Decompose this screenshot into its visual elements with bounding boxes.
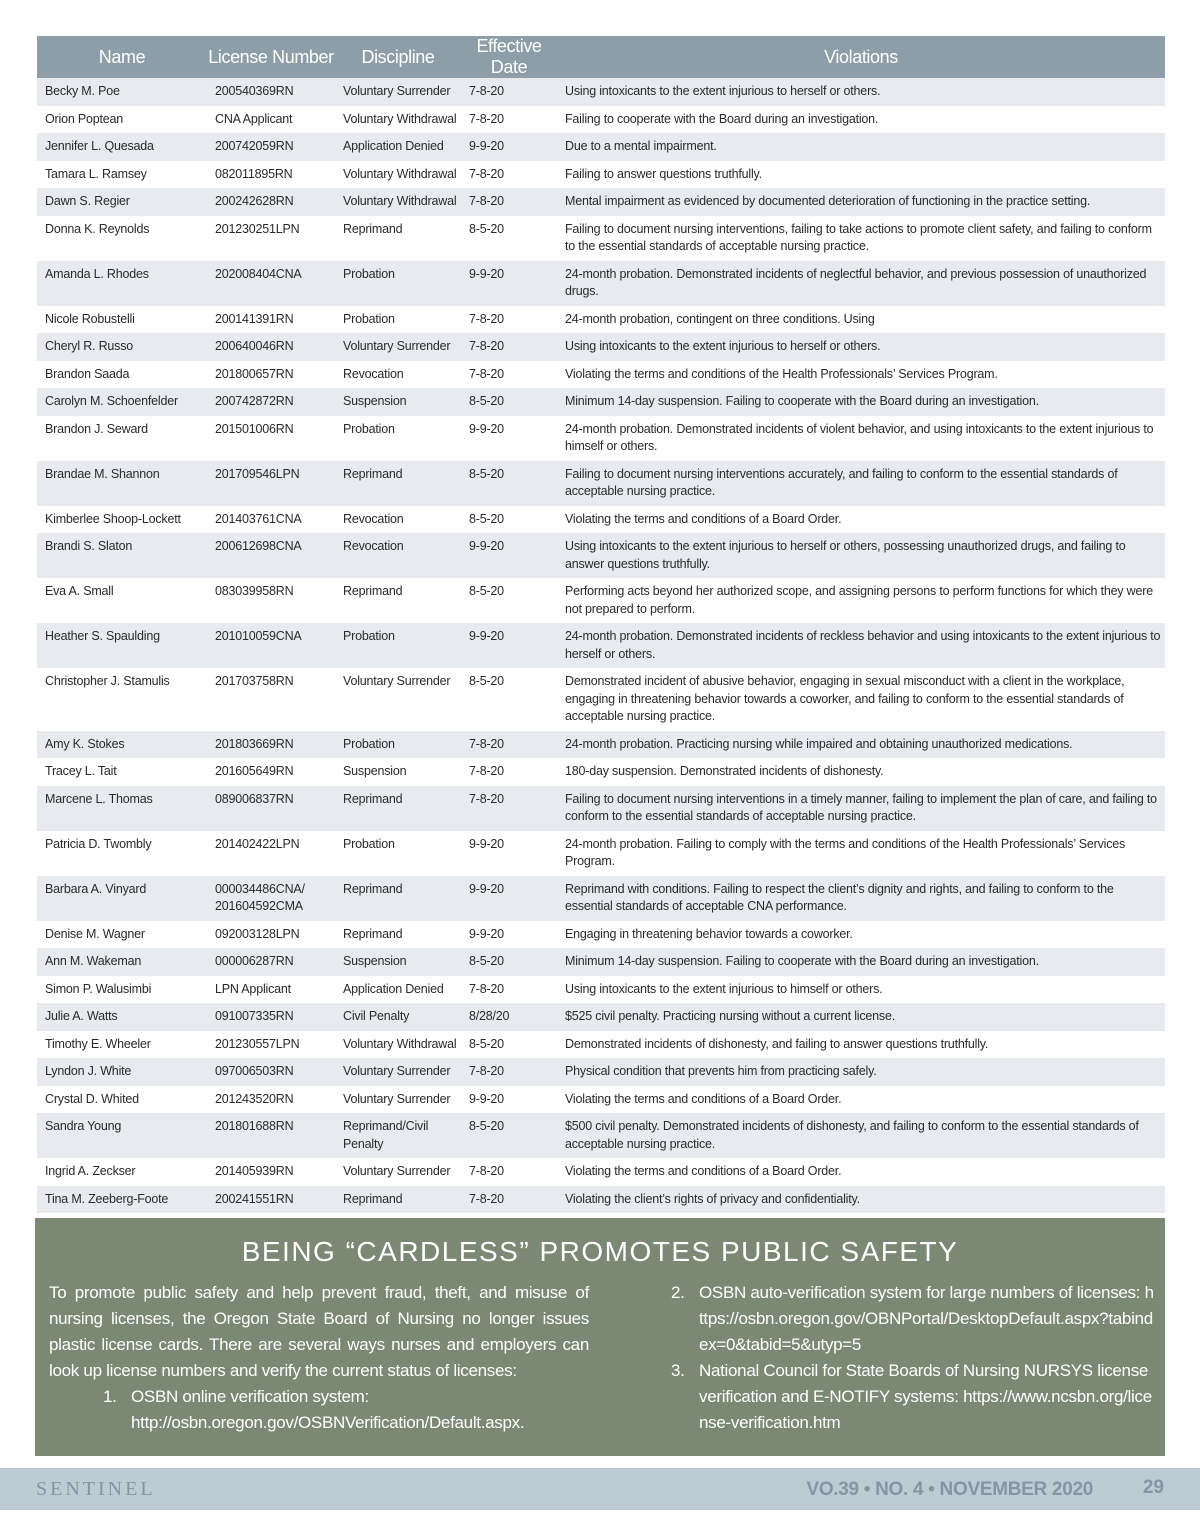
cell-license-number: 201709546LPN bbox=[207, 461, 335, 506]
cell-violations: Violating the terms and conditions of a Board Order. bbox=[557, 1158, 1165, 1186]
cell-violations: Performing acts beyond her authorized scope, and assigning persons to perform functions for which they were not prepared to perform. bbox=[557, 578, 1165, 623]
table-row bbox=[37, 668, 1165, 731]
cell-violations: Using intoxicants to the extent injurious to himself or others. bbox=[557, 976, 1165, 1004]
cell-effective-date: 9-9-20 bbox=[461, 133, 557, 161]
callout-list-right bbox=[665, 1280, 1155, 1436]
table-row bbox=[37, 133, 1165, 161]
cell-violations: 24-month probation. Demonstrated incidents of reckless behavior and using intoxicants to the extent injurious to herself or others. bbox=[557, 623, 1165, 668]
table-row bbox=[37, 1113, 1165, 1158]
cell-license-number: 097006503RN bbox=[207, 1058, 335, 1086]
cell-name: Tina M. Zeeberg-Foote bbox=[37, 1186, 207, 1214]
cell-violations: Reprimand with conditions. Failing to respect the client’s dignity and rights, and failing to conform to the essential standards of acceptable CNA performance. bbox=[557, 876, 1165, 921]
cell-effective-date: 9-9-20 bbox=[461, 1086, 557, 1114]
publication-brand: SENTINEL bbox=[36, 1478, 156, 1500]
table-header-row bbox=[37, 36, 1165, 78]
cell-license-number: 201501006RN bbox=[207, 416, 335, 461]
table-row bbox=[37, 921, 1165, 949]
cell-violations: $500 civil penalty. Demonstrated incidents of dishonesty, and failing to conform to the essential standards of acceptable nursing practice. bbox=[557, 1113, 1165, 1158]
table-row bbox=[37, 731, 1165, 759]
cell-name: Dawn S. Regier bbox=[37, 188, 207, 216]
cell-name: Amanda L. Rhodes bbox=[37, 261, 207, 306]
cell-violations: 24-month probation. Demonstrated incidents of violent behavior, and using intoxicants to the extent injurious to himself or others. bbox=[557, 416, 1165, 461]
cell-discipline: Reprimand bbox=[335, 216, 461, 261]
table-row bbox=[37, 106, 1165, 134]
cell-discipline: Voluntary Surrender bbox=[335, 668, 461, 731]
cell-license-number: 200742059RN bbox=[207, 133, 335, 161]
cell-license-number: 200242628RN bbox=[207, 188, 335, 216]
cell-license-number: 201403761CNA bbox=[207, 506, 335, 534]
cell-license-number: 083039958RN bbox=[207, 578, 335, 623]
page-footer bbox=[0, 1468, 1200, 1510]
cell-name: Marcene L. Thomas bbox=[37, 786, 207, 831]
cell-effective-date: 7-8-20 bbox=[461, 1058, 557, 1086]
cell-effective-date: 9-9-20 bbox=[461, 533, 557, 578]
cell-violations: Mental impairment as evidenced by documented deterioration of functioning in the practice setting. bbox=[557, 188, 1165, 216]
table-row bbox=[37, 461, 1165, 506]
table-row bbox=[37, 1186, 1165, 1214]
table-row bbox=[37, 161, 1165, 189]
cell-name: Denise M. Wagner bbox=[37, 921, 207, 949]
cell-violations: Due to a mental impairment. bbox=[557, 133, 1165, 161]
cell-effective-date: 7-8-20 bbox=[461, 1158, 557, 1186]
cell-license-number: 200540369RN bbox=[207, 78, 335, 106]
cell-violations: Minimum 14-day suspension. Failing to cooperate with the Board during an investigation. bbox=[557, 948, 1165, 976]
list-item-label: OSBN online verification system: bbox=[131, 1387, 369, 1406]
cell-license-number: 201605649RN bbox=[207, 758, 335, 786]
cell-effective-date: 9-9-20 bbox=[461, 623, 557, 668]
cell-name: Christopher J. Stamulis bbox=[37, 668, 207, 731]
cell-name: Ingrid A. Zeckser bbox=[37, 1158, 207, 1186]
cell-effective-date: 8-5-20 bbox=[461, 578, 557, 623]
cell-license-number: 201703758RN bbox=[207, 668, 335, 731]
cell-discipline: Reprimand bbox=[335, 786, 461, 831]
list-number: 3. bbox=[671, 1361, 685, 1380]
cell-name: Carolyn M. Schoenfelder bbox=[37, 388, 207, 416]
cell-name: Crystal D. Whited bbox=[37, 1086, 207, 1114]
cell-effective-date: 9-9-20 bbox=[461, 416, 557, 461]
cell-effective-date: 8-5-20 bbox=[461, 506, 557, 534]
cardless-callout-box bbox=[35, 1218, 1165, 1456]
table-row bbox=[37, 416, 1165, 461]
callout-right-column bbox=[665, 1280, 1155, 1436]
header-discipline: Discipline bbox=[335, 36, 461, 78]
cell-license-number: 201010059CNA bbox=[207, 623, 335, 668]
cell-license-number: 201803669RN bbox=[207, 731, 335, 759]
cell-effective-date: 7-8-20 bbox=[461, 758, 557, 786]
cell-effective-date: 7-8-20 bbox=[461, 106, 557, 134]
cell-effective-date: 7-8-20 bbox=[461, 161, 557, 189]
table-row bbox=[37, 506, 1165, 534]
table-row bbox=[37, 333, 1165, 361]
table-row bbox=[37, 533, 1165, 578]
cell-violations: Failing to document nursing interventions accurately, and failing to conform to the essential standards of acceptable nursing practice. bbox=[557, 461, 1165, 506]
cell-effective-date: 8-5-20 bbox=[461, 948, 557, 976]
cell-license-number: CNA Applicant bbox=[207, 106, 335, 134]
callout-left-column bbox=[49, 1280, 589, 1436]
cell-name: Julie A. Watts bbox=[37, 1003, 207, 1031]
cell-violations: Violating the terms and conditions of the Health Professionals’ Services Program. bbox=[557, 361, 1165, 389]
cell-name: Ann M. Wakeman bbox=[37, 948, 207, 976]
callout-list-item bbox=[665, 1280, 1155, 1358]
cell-effective-date: 8-5-20 bbox=[461, 1113, 557, 1158]
table-row bbox=[37, 831, 1165, 876]
cell-effective-date: 7-8-20 bbox=[461, 78, 557, 106]
page-number: 29 bbox=[1142, 1477, 1164, 1498]
cell-violations: Failing to document nursing interventions in a timely manner, failing to implement the plan of care, and failing to conform to the essential standards of acceptable nursing practice. bbox=[557, 786, 1165, 831]
callout-list-item bbox=[103, 1384, 589, 1436]
cell-discipline: Application Denied bbox=[335, 976, 461, 1004]
nursys-verification-link[interactable]: https://www.ncsbn.org/license-verification.htm bbox=[699, 1387, 1152, 1432]
cell-license-number: 201800657RN bbox=[207, 361, 335, 389]
cell-effective-date: 9-9-20 bbox=[461, 261, 557, 306]
cell-effective-date: 7-8-20 bbox=[461, 786, 557, 831]
cell-name: Kimberlee Shoop-Lockett bbox=[37, 506, 207, 534]
callout-list-item bbox=[665, 1358, 1155, 1436]
cell-name: Patricia D. Twombly bbox=[37, 831, 207, 876]
cell-discipline: Reprimand bbox=[335, 1186, 461, 1214]
cell-discipline: Probation bbox=[335, 623, 461, 668]
list-item-label: OSBN auto-verification system for large numbers of licenses: bbox=[699, 1283, 1141, 1302]
cell-effective-date: 7-8-20 bbox=[461, 306, 557, 334]
cell-discipline: Voluntary Surrender bbox=[335, 1086, 461, 1114]
cell-violations: Violating the terms and conditions of a Board Order. bbox=[557, 1086, 1165, 1114]
cell-discipline: Probation bbox=[335, 306, 461, 334]
cell-effective-date: 7-8-20 bbox=[461, 731, 557, 759]
header-name: Name bbox=[37, 36, 207, 78]
cell-discipline: Revocation bbox=[335, 533, 461, 578]
cell-name: Brandi S. Slaton bbox=[37, 533, 207, 578]
disciplinary-actions-table bbox=[37, 36, 1165, 1213]
cell-discipline: Reprimand bbox=[335, 921, 461, 949]
cell-name: Brandon J. Seward bbox=[37, 416, 207, 461]
osbn-verification-link[interactable]: http://osbn.oregon.gov/OSBNVerification/Default.aspx. bbox=[131, 1413, 525, 1432]
cell-discipline: Civil Penalty bbox=[335, 1003, 461, 1031]
cell-license-number: 089006837RN bbox=[207, 786, 335, 831]
cell-violations: 24-month probation. Demonstrated incidents of neglectful behavior, and previous possession of unauthorized drugs. bbox=[557, 261, 1165, 306]
table-body bbox=[37, 78, 1165, 1213]
cell-violations: Failing to document nursing interventions, failing to take actions to promote client safety, and failing to conform to the essential standards of acceptable nursing practice. bbox=[557, 216, 1165, 261]
cell-license-number: 000034486CNA/ 201604592CMA bbox=[207, 876, 335, 921]
cell-violations: Using intoxicants to the extent injurious to herself or others, possessing unauthorized drugs, and failing to answer questions truthfully. bbox=[557, 533, 1165, 578]
cell-discipline: Reprimand bbox=[335, 461, 461, 506]
cell-name: Heather S. Spaulding bbox=[37, 623, 207, 668]
cell-license-number: 200640046RN bbox=[207, 333, 335, 361]
cell-discipline: Reprimand bbox=[335, 876, 461, 921]
header-violations: Violations bbox=[557, 36, 1165, 78]
cell-license-number: LPN Applicant bbox=[207, 976, 335, 1004]
cell-license-number: 200612698CNA bbox=[207, 533, 335, 578]
cell-violations: Using intoxicants to the extent injurious to herself or others. bbox=[557, 78, 1165, 106]
cell-discipline: Reprimand/Civil Penalty bbox=[335, 1113, 461, 1158]
cell-name: Brandae M. Shannon bbox=[37, 461, 207, 506]
cell-license-number: 082011895RN bbox=[207, 161, 335, 189]
cell-name: Donna K. Reynolds bbox=[37, 216, 207, 261]
cell-violations: Demonstrated incidents of dishonesty, and failing to answer questions truthfully. bbox=[557, 1031, 1165, 1059]
cell-discipline: Revocation bbox=[335, 506, 461, 534]
cell-discipline: Voluntary Surrender bbox=[335, 333, 461, 361]
cell-name: Orion Poptean bbox=[37, 106, 207, 134]
cell-discipline: Probation bbox=[335, 261, 461, 306]
cell-violations: 24-month probation, contingent on three conditions. Using bbox=[557, 306, 1165, 334]
table-row bbox=[37, 623, 1165, 668]
cell-discipline: Reprimand bbox=[335, 578, 461, 623]
cell-violations: Violating the client’s rights of privacy and confidentiality. bbox=[557, 1186, 1165, 1214]
cell-license-number: 200241551RN bbox=[207, 1186, 335, 1214]
cell-violations: Demonstrated incident of abusive behavior, engaging in sexual misconduct with a client in the workplace, engaging in threatening behavior towards a coworker, and failing to conform to the essential standards of acceptable nursing practice. bbox=[557, 668, 1165, 731]
cell-effective-date: 7-8-20 bbox=[461, 333, 557, 361]
cell-discipline: Voluntary Surrender bbox=[335, 78, 461, 106]
cell-violations: 24-month probation. Failing to comply with the terms and conditions of the Health Professionals’ Services Program. bbox=[557, 831, 1165, 876]
cell-effective-date: 8-5-20 bbox=[461, 1031, 557, 1059]
cell-effective-date: 7-8-20 bbox=[461, 1186, 557, 1214]
cell-effective-date: 7-8-20 bbox=[461, 976, 557, 1004]
cell-name: Nicole Robustelli bbox=[37, 306, 207, 334]
cell-effective-date: 7-8-20 bbox=[461, 188, 557, 216]
cell-discipline: Voluntary Withdrawal bbox=[335, 188, 461, 216]
cell-name: Becky M. Poe bbox=[37, 78, 207, 106]
cell-license-number: 200742872RN bbox=[207, 388, 335, 416]
cell-violations: Violating the terms and conditions of a Board Order. bbox=[557, 506, 1165, 534]
cell-license-number: 091007335RN bbox=[207, 1003, 335, 1031]
cell-name: Eva A. Small bbox=[37, 578, 207, 623]
callout-title: BEING “CARDLESS” PROMOTES PUBLIC SAFETY bbox=[241, 1236, 959, 1267]
cell-violations: 24-month probation. Practicing nursing while impaired and obtaining unauthorized medications. bbox=[557, 731, 1165, 759]
cell-violations: Physical condition that prevents him from practicing safely. bbox=[557, 1058, 1165, 1086]
cell-license-number: 201402422LPN bbox=[207, 831, 335, 876]
issue-info: VO.39 • NO. 4 • NOVEMBER 2020 bbox=[806, 1479, 1093, 1500]
cell-name: Barbara A. Vinyard bbox=[37, 876, 207, 921]
table-row bbox=[37, 1158, 1165, 1186]
table-row bbox=[37, 78, 1165, 106]
osbn-auto-verification-link[interactable]: https://osbn.oregon.gov/OBNPortal/DesktopDefault.aspx?tabindex=0&tabid=5&utyp=5 bbox=[699, 1283, 1154, 1354]
table-row bbox=[37, 361, 1165, 389]
cell-license-number: 202008404CNA bbox=[207, 261, 335, 306]
table-row bbox=[37, 216, 1165, 261]
cell-discipline: Voluntary Surrender bbox=[335, 1058, 461, 1086]
table-row bbox=[37, 306, 1165, 334]
cell-violations: Failing to answer questions truthfully. bbox=[557, 161, 1165, 189]
cell-name: Amy K. Stokes bbox=[37, 731, 207, 759]
cell-name: Cheryl R. Russo bbox=[37, 333, 207, 361]
callout-intro: To promote public safety and help prevent fraud, theft, and misuse of nursing licenses, the Oregon State Board of Nursing no longer issues plastic license cards. There are several ways nurses and employers can look up license numbers and verify the current status of licenses: bbox=[49, 1283, 589, 1380]
cell-violations: $525 civil penalty. Practicing nursing without a current license. bbox=[557, 1003, 1165, 1031]
cell-discipline: Suspension bbox=[335, 758, 461, 786]
cell-discipline: Voluntary Withdrawal bbox=[335, 161, 461, 189]
cell-license-number: 201243520RN bbox=[207, 1086, 335, 1114]
cell-license-number: 201230557LPN bbox=[207, 1031, 335, 1059]
cell-discipline: Probation bbox=[335, 416, 461, 461]
cell-name: Lyndon J. White bbox=[37, 1058, 207, 1086]
cell-effective-date: 8-5-20 bbox=[461, 388, 557, 416]
cell-violations: Engaging in threatening behavior towards a coworker. bbox=[557, 921, 1165, 949]
cell-name: Simon P. Walusimbi bbox=[37, 976, 207, 1004]
table-row bbox=[37, 1003, 1165, 1031]
cell-discipline: Voluntary Withdrawal bbox=[335, 1031, 461, 1059]
table-row bbox=[37, 976, 1165, 1004]
cell-violations: Failing to cooperate with the Board during an investigation. bbox=[557, 106, 1165, 134]
cell-violations: Using intoxicants to the extent injurious to herself or others. bbox=[557, 333, 1165, 361]
cell-discipline: Application Denied bbox=[335, 133, 461, 161]
table-row bbox=[37, 948, 1165, 976]
cell-effective-date: 8-5-20 bbox=[461, 461, 557, 506]
cell-name: Brandon Saada bbox=[37, 361, 207, 389]
cell-effective-date: 8-5-20 bbox=[461, 216, 557, 261]
header-license-number: License Number bbox=[207, 36, 335, 78]
cell-effective-date: 8/28/20 bbox=[461, 1003, 557, 1031]
cell-license-number: 092003128LPN bbox=[207, 921, 335, 949]
cell-violations: Minimum 14-day suspension. Failing to cooperate with the Board during an investigation. bbox=[557, 388, 1165, 416]
cell-license-number: 201405939RN bbox=[207, 1158, 335, 1186]
cell-effective-date: 9-9-20 bbox=[461, 921, 557, 949]
cell-discipline: Revocation bbox=[335, 361, 461, 389]
disciplinary-actions-table-container bbox=[37, 36, 1165, 1213]
cell-license-number: 201801688RN bbox=[207, 1113, 335, 1158]
cell-name: Tamara L. Ramsey bbox=[37, 161, 207, 189]
cell-name: Timothy E. Wheeler bbox=[37, 1031, 207, 1059]
list-number: 2. bbox=[671, 1283, 685, 1302]
cell-effective-date: 9-9-20 bbox=[461, 831, 557, 876]
cell-effective-date: 7-8-20 bbox=[461, 361, 557, 389]
cell-discipline: Voluntary Surrender bbox=[335, 1158, 461, 1186]
cell-effective-date: 9-9-20 bbox=[461, 876, 557, 921]
cell-discipline: Suspension bbox=[335, 948, 461, 976]
cell-name: Sandra Young bbox=[37, 1113, 207, 1158]
cell-name: Jennifer L. Quesada bbox=[37, 133, 207, 161]
cell-discipline: Probation bbox=[335, 831, 461, 876]
cell-license-number: 201230251LPN bbox=[207, 216, 335, 261]
cell-discipline: Probation bbox=[335, 731, 461, 759]
table-row bbox=[37, 261, 1165, 306]
table-row bbox=[37, 876, 1165, 921]
cell-violations: 180-day suspension. Demonstrated incidents of dishonesty. bbox=[557, 758, 1165, 786]
list-number: 1. bbox=[103, 1387, 117, 1406]
table-row bbox=[37, 578, 1165, 623]
cell-effective-date: 8-5-20 bbox=[461, 668, 557, 731]
cell-license-number: 200141391RN bbox=[207, 306, 335, 334]
table-row bbox=[37, 758, 1165, 786]
cell-license-number: 000006287RN bbox=[207, 948, 335, 976]
header-effective-date: Effective Date bbox=[461, 36, 557, 78]
list-item-label: National Council for State Boards of Nursing NURSYS license verification and E-NOTIFY systems: bbox=[699, 1361, 1149, 1406]
table-row bbox=[37, 1086, 1165, 1114]
table-row bbox=[37, 1031, 1165, 1059]
cell-discipline: Suspension bbox=[335, 388, 461, 416]
table-row bbox=[37, 1058, 1165, 1086]
cell-discipline: Voluntary Withdrawal bbox=[335, 106, 461, 134]
table-row bbox=[37, 188, 1165, 216]
cell-name: Tracey L. Tait bbox=[37, 758, 207, 786]
table-row bbox=[37, 388, 1165, 416]
callout-list-left bbox=[103, 1384, 589, 1436]
table-row bbox=[37, 786, 1165, 831]
